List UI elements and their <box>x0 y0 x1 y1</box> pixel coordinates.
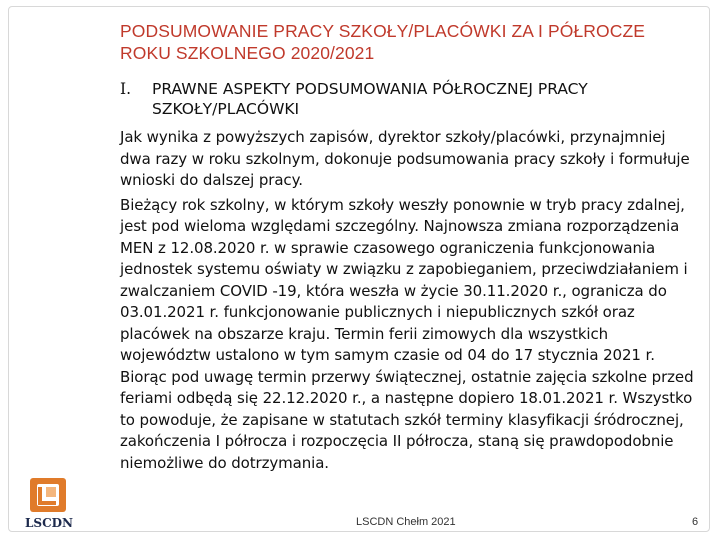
section-heading <box>120 79 690 119</box>
footer-text: LSCDN Chełm 2021 <box>356 516 456 528</box>
paragraph-2: Bieżący rok szkolny, w którym szkoły weszły ponownie w tryb pracy zdalnej, jest pod wieloma względami szczególny. Najnowsza zmiana rozporządzenia MEN z 12.08.2020 r. w sprawie czasowego ograniczenia funkcjonowania jednostek systemu oświaty w związku z zapobieganiem, przeciwdziałaniem i zwalczaniem COVID -19, która weszła w życie 30.11.2020 r., ogranicza do 03.01.2021 r. funkcjonowanie publicznych i niepublicznych szkół oraz placówek na obszarze kraju. Termin ferii zimowych dla wszystkich województw ustalono w tym samym czasie od 04 do 17 stycznia 2021 r. Biorąc pod uwagę termin przerwy świątecznej, ostatnie zajęcia szkolne przed feriami odbędą się 22.12.2020 r., a następne dopiero 18.01.2021 r. Wszystko to powoduje, że zapisane w statutach szkół terminy klasyfikacji śródrocznej, zakończenia I półrocza i rozpoczęcia II półrocza, staną się prawdopodobnie niemożliwe do dotrzymania. <box>120 195 694 472</box>
section-number: I. <box>120 80 132 98</box>
section-heading-text: PRAWNE ASPEKTY PODSUMOWANIA PÓŁROCZNEJ PRACY SZKOŁY/PLACÓWKI <box>152 80 588 118</box>
paragraph-1: Jak wynika z powyższych zapisów, dyrektor szkoły/placówki, przynajmniej dwa razy w roku szkolnym, dokonuje podsumowania pracy szkoły i formułuje wnioski do dalszej pracy. <box>120 128 690 189</box>
lscdn-logo <box>16 472 82 532</box>
logo-label: LSCDN <box>24 516 74 530</box>
page-number: 6 <box>692 516 699 528</box>
logo-mark-icon <box>16 472 82 516</box>
slide-title: PODSUMOWANIE PRACY SZKOŁY/PLACÓWKI ZA I PÓŁROCZE ROKU SZKOLNEGO 2020/2021 <box>120 21 646 63</box>
body-text <box>120 127 700 477</box>
